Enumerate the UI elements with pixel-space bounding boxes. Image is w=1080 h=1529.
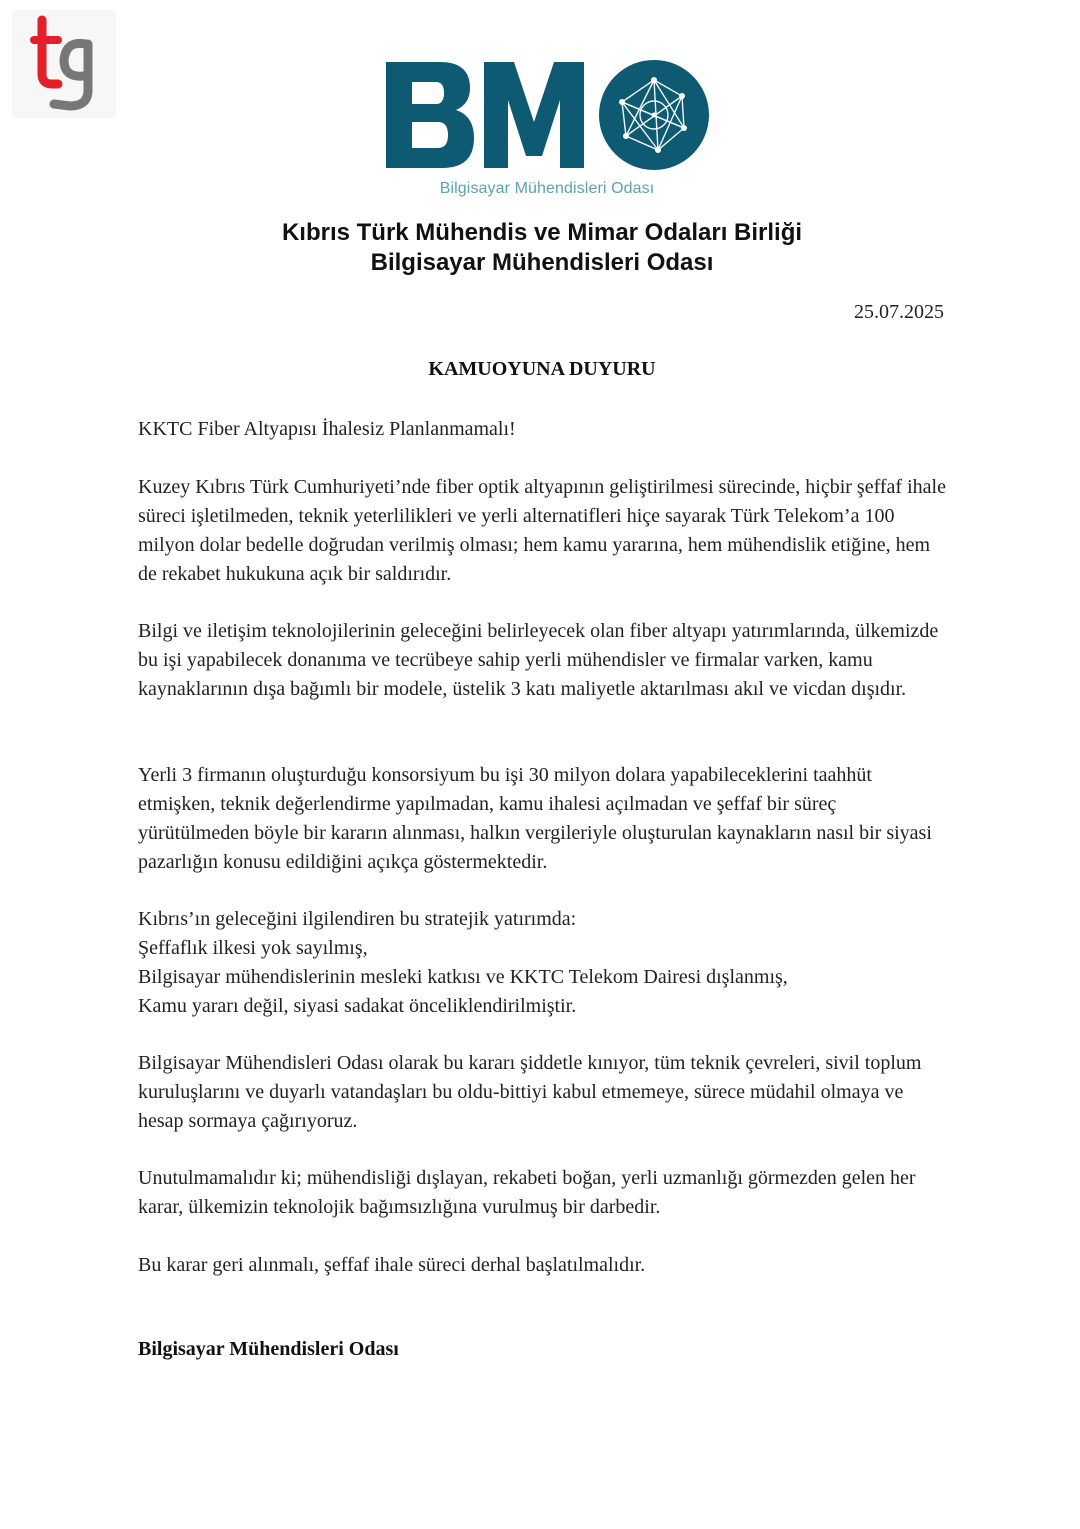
org-title-line2: Bilgisayar Mühendisleri Odası xyxy=(370,249,714,276)
bmo-logo-mark xyxy=(384,58,710,178)
tg-logo-icon xyxy=(12,10,116,118)
paragraph-1 xyxy=(138,473,950,589)
org-title xyxy=(0,218,1080,278)
paragraph-4 xyxy=(138,1049,950,1136)
list-item: Bilgisayar mühendislerinin mesleki katkısı ve KKTC Telekom Dairesi dışlanmış, xyxy=(138,966,788,988)
signature: Bilgisayar Mühendisleri Odası xyxy=(138,1338,399,1360)
list-item: Şeffaflık ilkesi yok sayılmış, xyxy=(138,937,368,959)
tg-logo xyxy=(12,10,116,118)
paragraph-6 xyxy=(138,1251,950,1280)
paragraph-4-text: Bilgisayar Mühendisleri Odası olarak bu kararı şiddetle kınıyor, tüm teknik çevreleri, sivil toplum kuruluşlarını ve duyarlı vatandaşları bu oldu-bittiyi kabul etmemeye, sürece müdahil olmaya ve hesap sormaya çağırıyoruz. xyxy=(138,1052,922,1132)
list-block xyxy=(138,905,950,1021)
paragraph-1-text: Kuzey Kıbrıs Türk Cumhuriyeti’nde fiber optik altyapının geliştirilmesi sürecinde, hiçbir şeffaf ihale süreci işletilmeden, teknik yeterlilikleri ve yerli alternatifleri hiçe sayarak Türk Telekom’a 100 milyon dolar bedelle doğrudan verilmiş olması; hem kamu yararına, hem mühendislik etiğine, hem de rekabet hukukuna açık bir saldırıdır. xyxy=(138,476,946,585)
paragraph-6-text: Bu karar geri alınmalı, şeffaf ihale süreci derhal başlatılmalıdır. xyxy=(138,1254,646,1276)
paragraph-3 xyxy=(138,761,950,877)
paragraph-5-text: Unutulmamalıdır ki; mühendisliği dışlayan, rekabeti boğan, yerli uzmanlığı görmezden gelen her karar, ülkemizin teknolojik bağımsızlığına vurulmuş bir darbedir. xyxy=(138,1167,916,1218)
paragraph-5 xyxy=(138,1164,950,1222)
paragraph-2-text: Bilgi ve iletişim teknolojilerinin geleceğini belirleyecek olan fiber altyapı yatırımlarında, ülkemizde bu işi yapabilecek donanıma ve tecrübeye sahip yerli mühendisler ve firmalar varken, kamu kaynaklarının dışa bağımlı bir modele, üstelik 3 katı maliyetle aktarılması akıl ve vicdan dışıdır. xyxy=(138,620,939,700)
logo-subtitle: Bilgisayar Mühendisleri Odası xyxy=(439,180,655,197)
paragraph-3-text: Yerli 3 firmanın oluşturduğu konsorsiyum bu işi 30 milyon dolara yapabileceklerini taahhüt etmişken, teknik değerlendirme yapılmadan, kamu ihalesi açılmadan ve şeffaf bir süreç yürütülmeden böyle bir kararın alınması, halkın vergileriyle oluşturulan kaynakların nasıl bir siyasi pazarlığın konusu edildiğini açıkça göstermektedir. xyxy=(138,764,932,873)
document-heading: KAMUOYUNA DUYURU xyxy=(428,358,656,380)
paragraph-2 xyxy=(138,617,950,704)
org-title-line1: Kıbrıs Türk Mühendis ve Mimar Odaları Birliği xyxy=(281,219,803,246)
list-item: Kamu yararı değil, siyasi sadakat önceliklendirilmiştir. xyxy=(138,995,577,1017)
statement-subtitle-text: KKTC Fiber Altyapısı İhalesiz Planlanmamalı! xyxy=(138,418,516,440)
statement-subtitle xyxy=(138,415,950,444)
document-date: 25.07.2025 xyxy=(854,301,944,323)
list-intro: Kıbrıs’ın geleceğini ilgilendiren bu stratejik yatırımda: xyxy=(138,908,577,930)
